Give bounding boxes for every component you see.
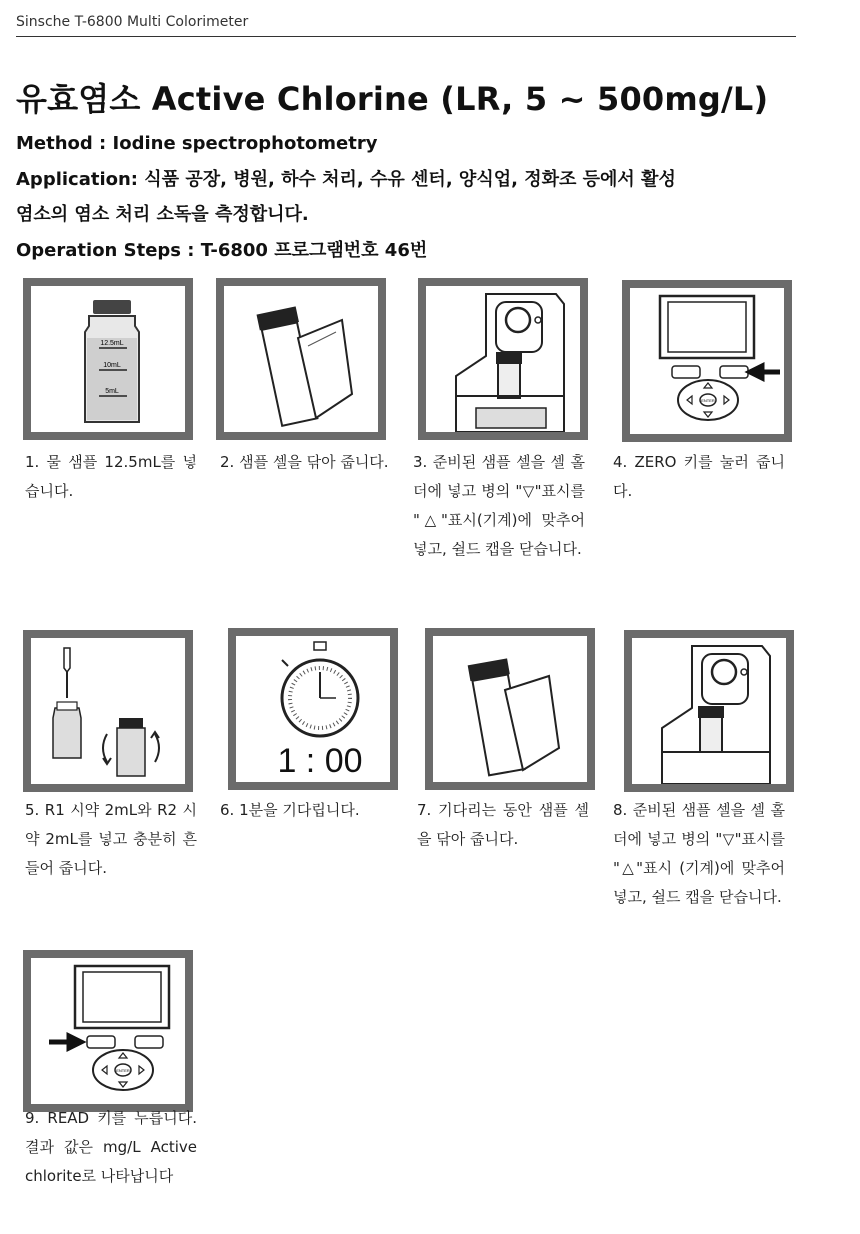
volume-mark-5ml: 5mL: [105, 388, 119, 395]
volume-mark-12-5ml: 12.5mL: [100, 340, 124, 347]
step-4-illustration: [622, 280, 792, 442]
method-line: Method : Iodine spectrophotometry: [16, 133, 378, 154]
application-line-continued: 염소의 염소 처리 소독을 측정합니다.: [16, 204, 309, 225]
step-3-caption: 3. 준비된 샘플 셀을 셀 홀더에 넣고 병의 "▽"표시를 "△"표시(기계)에 맞추어 넣고, 쉴드 캡을 닫습니다.: [413, 453, 585, 558]
step-7-illustration: [425, 628, 595, 790]
volume-mark-10ml: 10mL: [103, 362, 121, 369]
enter-key-label: ENTER: [701, 398, 715, 403]
step-9-caption: 9. READ 키를 누릅니다. 결과 값은 mg/L Active chlorite로 나타납니다: [25, 1109, 197, 1185]
timer-readout: 1 : 00: [277, 742, 363, 780]
step-2-illustration: [216, 278, 386, 440]
step-6-caption: 6. 1분을 기다립니다.: [220, 801, 360, 819]
step-8-illustration: [624, 630, 794, 792]
step-9-illustration: [23, 950, 193, 1112]
step-8-caption: 8. 준비된 샘플 셀을 셀 홀더에 넣고 병의 "▽"표시를 "△"표시 (기계)에 맞추어 넣고, 쉴드 캡을 닫습니다.: [613, 801, 785, 906]
step-5-illustration: [23, 630, 193, 792]
application-line: Application: 식품 공장, 병원, 하수 처리, 수유 센터, 양식업, 정화조 등에서 활성: [16, 169, 676, 190]
step-2-caption: 2. 샘플 셀을 닦아 줍니다.: [220, 453, 389, 471]
operation-steps-line: Operation Steps : T-6800 프로그램번호 46번: [16, 240, 428, 261]
step-1-illustration: [23, 278, 193, 440]
step-5-caption: 5. R1 시약 2mL와 R2 시약 2mL를 넣고 충분히 흔들어 줍니다.: [25, 801, 197, 877]
step-4-caption: 4. ZERO 키를 눌러 줍니다.: [613, 453, 785, 500]
page-title: 유효염소 Active Chlorine (LR, 5 ~ 500mg/L): [16, 80, 769, 118]
step-1-caption: 1. 물 샘플 12.5mL를 넣습니다.: [25, 453, 197, 500]
enter-key-label: ENTER: [116, 1068, 130, 1073]
document-header: Sinsche T-6800 Multi Colorimeter: [16, 14, 796, 37]
step-7-caption: 7. 기다리는 동안 샘플 셀을 닦아 줍니다.: [417, 801, 589, 848]
step-6-illustration: [228, 628, 398, 790]
step-3-illustration: [418, 278, 588, 440]
